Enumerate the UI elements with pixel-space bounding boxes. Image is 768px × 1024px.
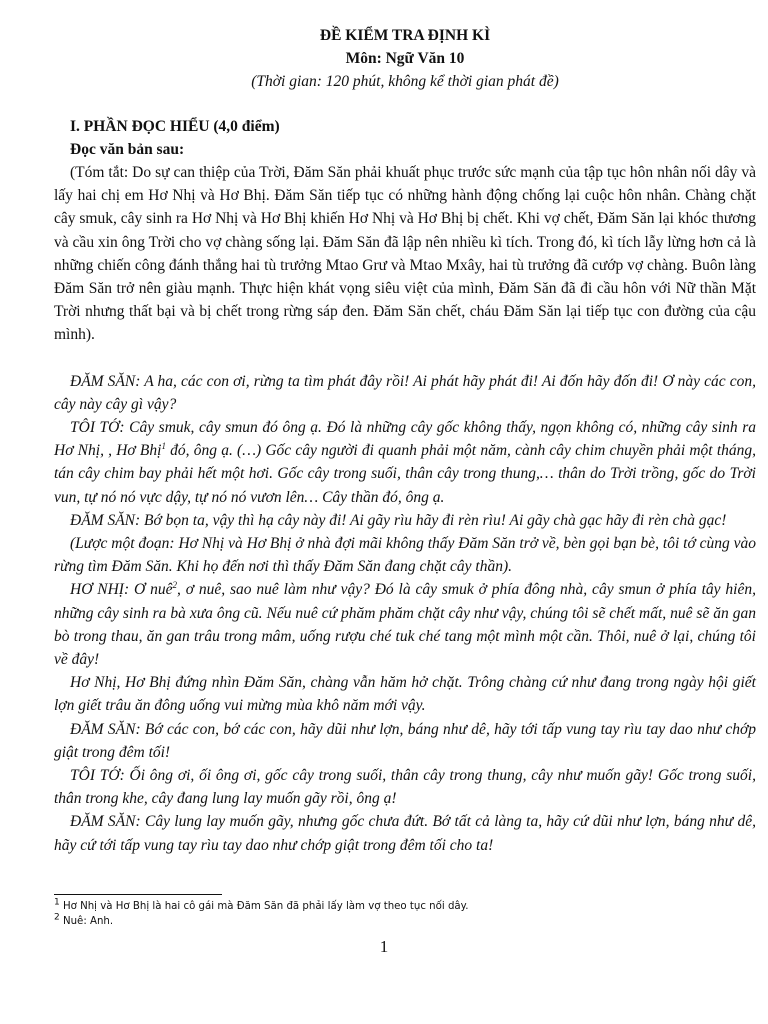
exam-time: (Thời gian: 120 phút, không kể thời gian phát đề) xyxy=(251,73,559,90)
footnote-text: Hơ Nhị và Hơ Bhị là hai cô gái mà Đăm Săn đã phải lấy làm vợ theo tục nối dây. xyxy=(59,901,469,912)
passage-paragraph-5 xyxy=(54,578,756,671)
exam-title: ĐỀ KIỂM TRA ĐỊNH KÌ xyxy=(319,27,491,44)
footnote-ref-2: 2 xyxy=(172,580,177,591)
document-page xyxy=(54,22,756,857)
passage-paragraph-1: ĐĂM SĂN: A ha, các con ơi, rừng ta tìm phát đây rồi! Ai phát hãy phát đi! Ai đốn hãy đốn đi! Ơ này các con, cây này cây gì vậy? xyxy=(54,372,756,413)
footnote-number: 1 xyxy=(54,897,60,908)
page-number: 1 xyxy=(379,937,389,956)
passage-paragraph-2 xyxy=(54,416,756,509)
passage-text: , ơ nuê, sao nuê làm như vậy? Đó là cây smuk ở phía đông nhà, cây smun ở phía tây hiên, những cây sinh ra bà xưa ông cũ. Nếu nuê cứ phăm phăm chặt cây như vậy, chúng tôi sẽ chết mất, nuê sẽ ăn gan bò trong thau, ăn gan trâu trong mâm, uống rượu ché tuk ché tang một mình một cần. Thôi, nuê ở lại, chúng tôi về đây! xyxy=(54,581,756,669)
footnote-1 xyxy=(54,899,468,914)
passage-paragraph-6: Hơ Nhị, Hơ Bhị đứng nhìn Đăm Săn, chàng vẫn hăm hở chặt. Trông chàng cứ như đang trong ngày hội giết lợn giết trâu ăn đông uống vui mừng mùa khô năm mới vậy. xyxy=(54,674,756,715)
passage-paragraph-7: ĐĂM SĂN: Bớ các con, bớ các con, hãy dũi như lợn, báng như dê, hãy tới tấp vung tay rìu tay dao như chớp giật trong đêm tối! xyxy=(54,720,756,761)
section-heading: I. PHẦN ĐỌC HIỂU (4,0 điểm) xyxy=(70,118,280,135)
summary-paragraph: (Tóm tắt: Do sự can thiệp của Trời, Đăm Săn phải khuất phục trước sức mạnh của tập tục hôn nhân nối dây và lấy hai chị em Hơ Nhị và Hơ Bhị. Đăm Săn tiếp tục có những hành động chống lại cuộc hôn nhân. Chàng chặt cây smuk, cây sinh ra Hơ Nhị và Hơ Bhị khiến Hơ Nhị và Hơ Bhị bị chết. Khi vợ chết, Đăm Săn lại khóc thương và cầu xin ông Trời cho vợ chàng sống lại. Đăm Săn đã lập nên nhiều kì tích. Trong đó, kì tích lẫy lừng hơn cả là những chiến công đánh thắng hai tù trưởng Mtao Grư và Mtao Mxây, hai tù trưởng đã cướp vợ chàng. Buôn làng Đăm Săn trở nên giàu mạnh. Thực hiện khát vọng siêu việt của mình, Đăm Săn đã đi cầu hôn với Nữ thần Mặt Trời nhưng thất bại và bị chết trong rừng sáp đen. Đăm Săn chết, cháu Đăm Săn lại tiếp tục con đường của cậu mình). xyxy=(54,164,756,344)
exam-subject: Môn: Ngữ Văn 10 xyxy=(345,50,465,67)
footnote-divider xyxy=(54,894,222,895)
reading-instruction: Đọc văn bản sau: xyxy=(70,141,185,158)
footnote-text: Nuê: Anh. xyxy=(59,916,114,927)
passage-paragraph-3: ĐĂM SĂN: Bớ bọn ta, vậy thì hạ cây này đi! Ai gãy rìu hãy đi rèn rìu! Ai gãy chà gạc hãy đi rèn chà gạc! xyxy=(70,511,727,529)
passage-text: đó, ông ạ. (…) Gốc cây người đi quanh phải một năm, cành cây chim chuyền phải một tháng, tán cây chim bay phải hết một hơi. Gốc cây trong suối, thân cây trong thung,… thân do Trời trồng, gốc do Trời vun, tự nó nó vực dậy, tự nó nó vươn lên… Cây thần đó, ông ạ. xyxy=(54,442,757,506)
passage-paragraph-9: ĐĂM SĂN: Cây lung lay muốn gãy, nhưng gốc chưa đứt. Bớ tất cả làng ta, hãy cứ dũi như lợn, báng như dê, hãy cứ tới tấp vung tay rìu tay dao như chớp giật trong đêm tối cho ta! xyxy=(54,813,756,854)
passage-text: TÔI TỚ: Cây smuk, cây smun đó ông ạ. Đó là những cây gốc không thấy, ngọn không có, những cây sinh ra Hơ Nhị, , Hơ Bhị xyxy=(54,419,756,460)
passage-paragraph-4: (Lược một đoạn: Hơ Nhị và Hơ Bhị ở nhà đợi mãi không thấy Đăm Săn trở về, bèn gọi bạn bè, tôi tớ cùng vào rừng tìm Đăm Săn. Khi họ đến nơi thì thấy Đăm Săn đang chặt cây thần). xyxy=(54,535,756,576)
passage-paragraph-8: TÔI TỚ: Ối ông ơi, ối ông ơi, gốc cây trong suối, thân cây trong thung, cây như muốn gãy! Gốc trong suối, thân trong khe, cây đang lung lay muốn gãy rồi, ông ạ! xyxy=(54,767,756,808)
passage-text: HƠ NHỊ: Ơ nuê xyxy=(70,581,173,599)
footnotes xyxy=(54,899,468,929)
footnote-2 xyxy=(54,914,468,929)
footnote-number: 2 xyxy=(54,912,60,923)
paragraph-gap xyxy=(54,347,756,370)
footnote-ref-1: 1 xyxy=(161,441,166,452)
